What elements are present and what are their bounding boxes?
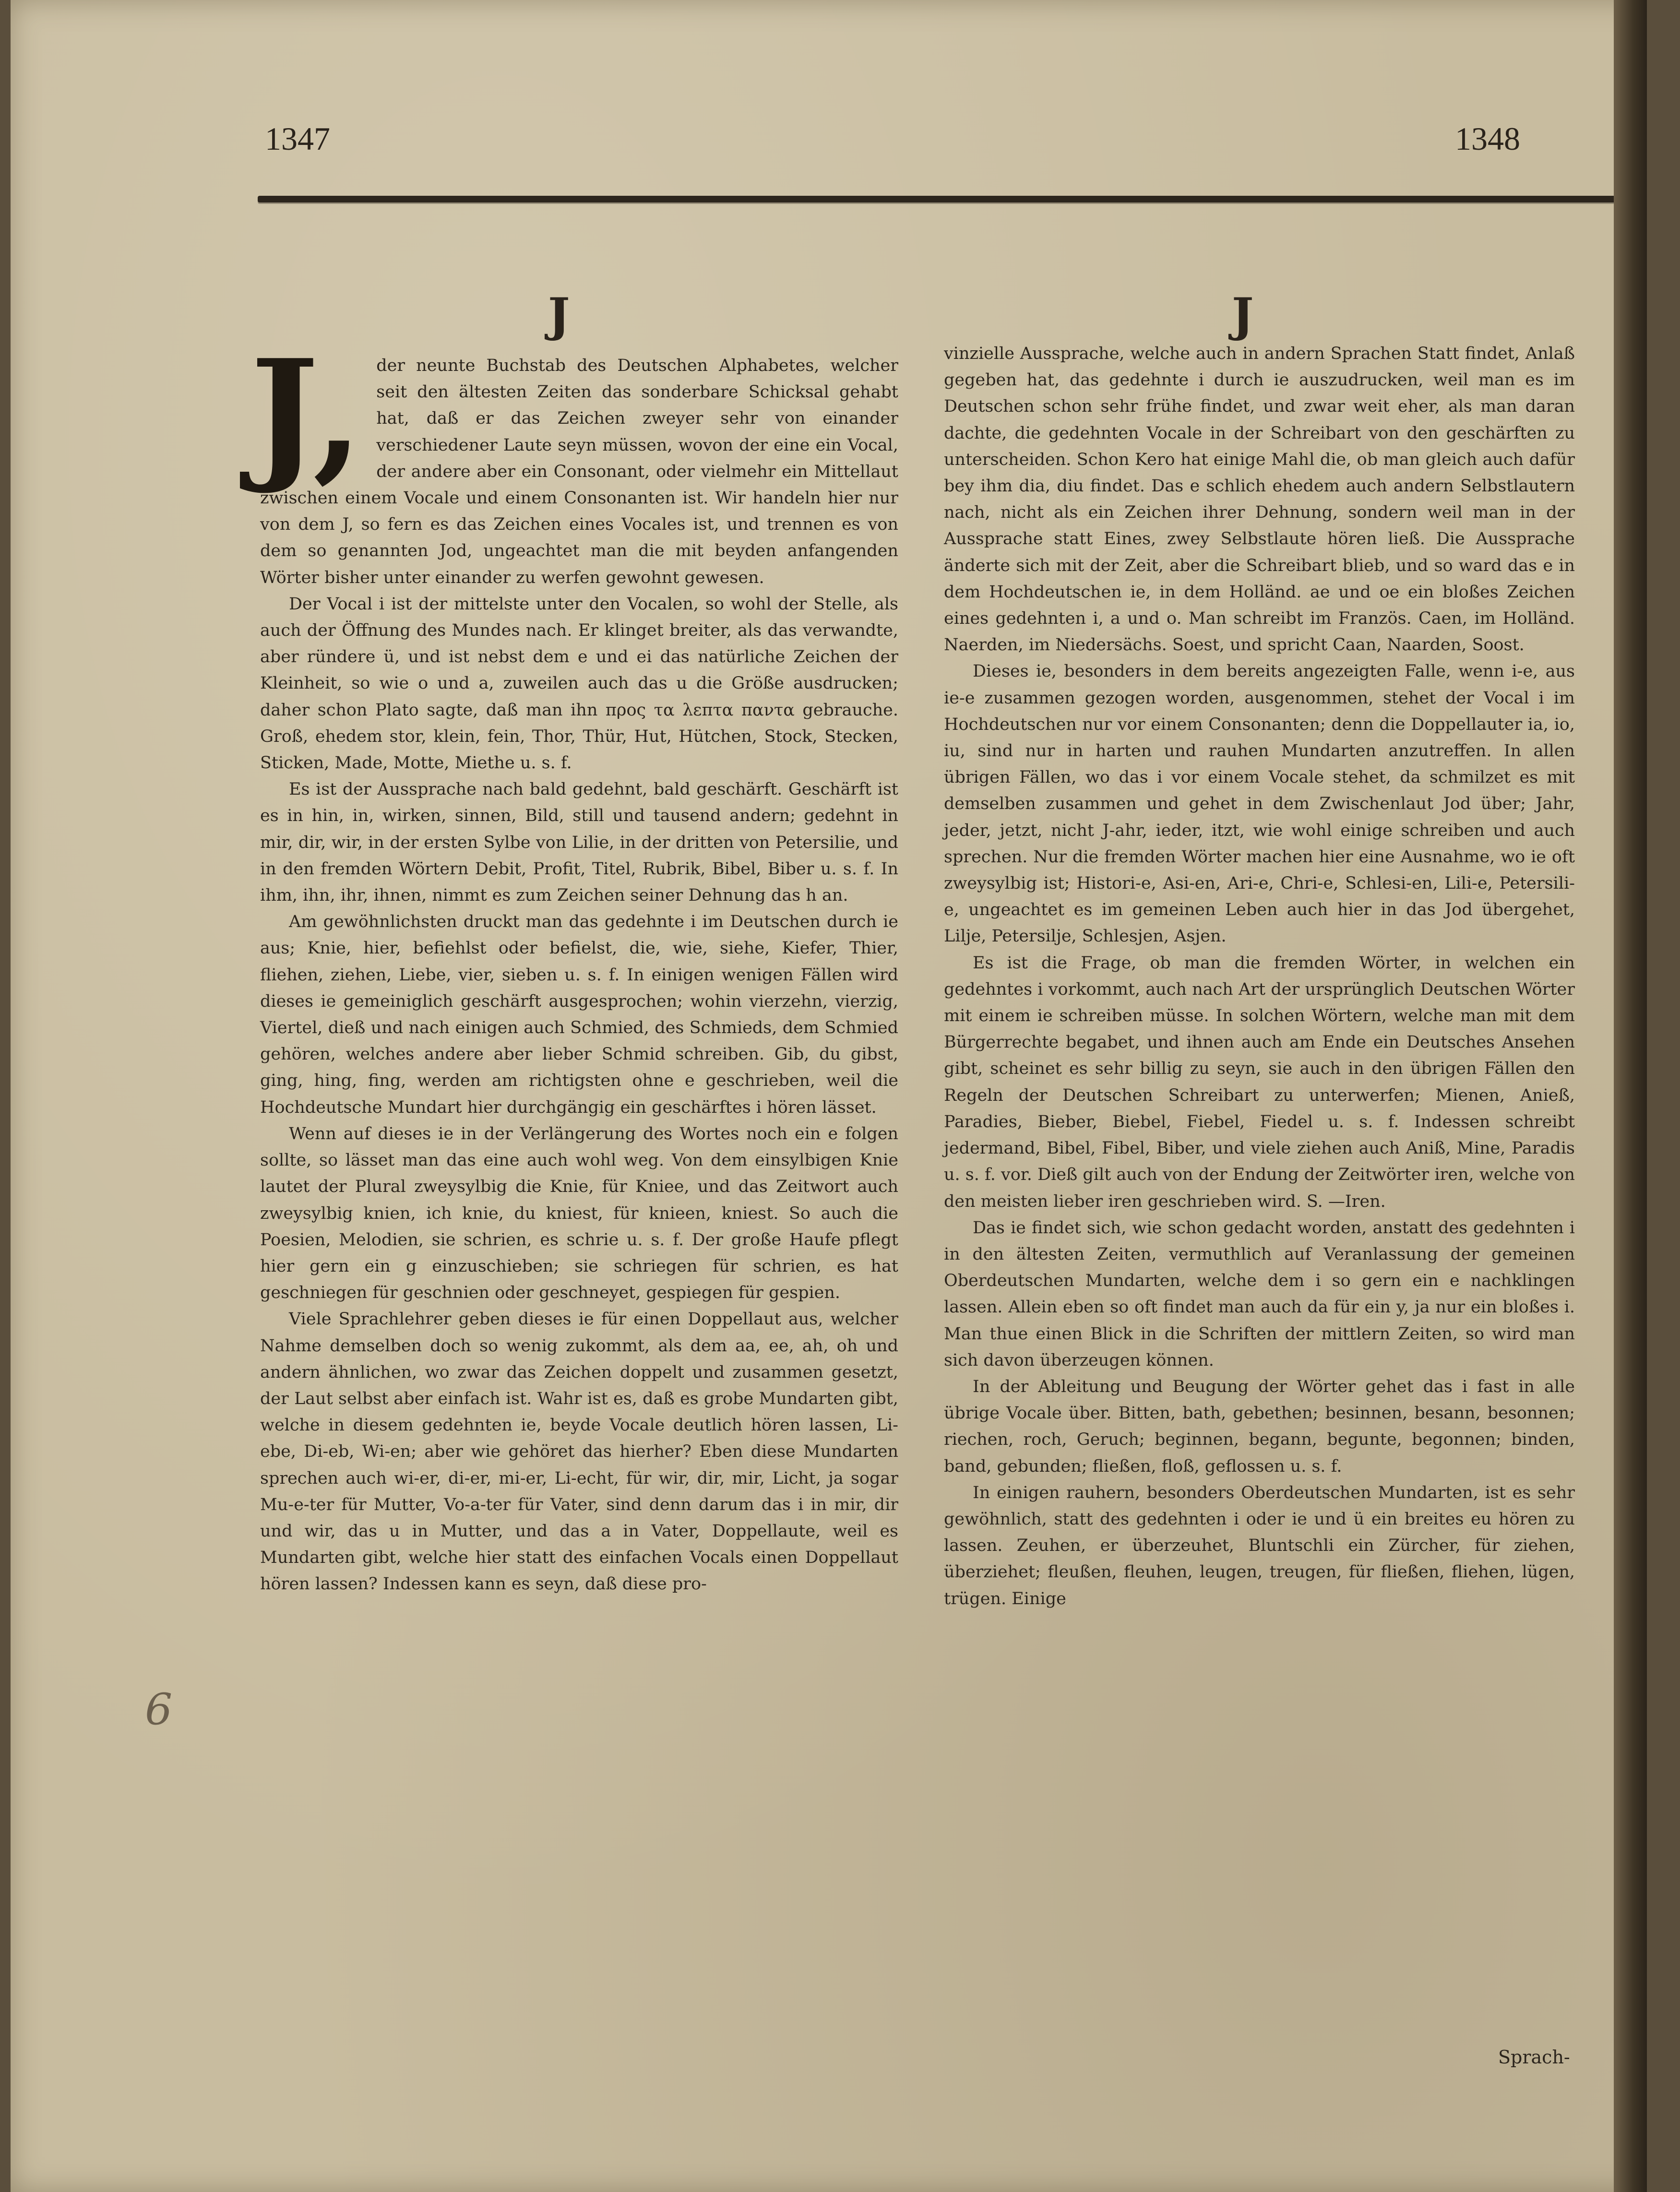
paragraph: Wenn auf dieses ie in der Verlängerung des Wortes noch ein e folgen sollte, so lässet man das eine auch wohl weg. Von dem einsylbigen Knie lautet der Plural zweysylbig die Knie, für Kniee, und das Zeitwort auch zweysylbig knien, ich knie, du kniest, für knieen, kniest. So auch die Poesien, Melodien, sie schrien, es schrie u. s. f. Der große Haufe pflegt hier gern ein g einzuschieben; sie schriegen für schrien, es hat geschniegen für geschnien oder geschneyet, gespiegen für gespien. bbox=[260, 1124, 898, 1303]
right-column bbox=[944, 341, 1575, 1612]
paragraph-1-left bbox=[250, 328, 898, 591]
paragraph: Der Vocal i ist der mittelste unter den Vocalen, so wohl der Stelle, als auch der Öffnung des Mundes nach. Er klinget breiter, als das verwandte, aber ründere ü, und ist nebst dem e und ei das natürliche Zeichen der Kleinheit, so wie o und a, zuweilen auch das u die Größe ausdrucken; daher schon Plato sagte, daß man ihn προς τα λεπτα παντα gebrauche. Groß, ehedem stor, klein, fein, Thor, Thür, Hut, Hütchen, Stock, Stecken, Sticken, Made, Motte, Miethe u. s. f. bbox=[260, 594, 898, 773]
paragraph: Es ist der Aussprache nach bald gedehnt, bald geschärft. Geschärft ist es in hin, in, wirken, sinnen, Bild, still und tausend andern; gedehnt in mir, dir, wir, in der ersten Sylbe von Lilie, in der dritten von Petersilie, und in den fremden Wörtern Debit, Profit, Titel, Rubrik, Bibel, Biber u. s. f. In ihm, ihn, ihr, ihnen, nimmt es zum Zeichen seiner Dehnung das h an. bbox=[260, 780, 898, 905]
header-rule bbox=[258, 196, 1616, 203]
book-page bbox=[11, 0, 1647, 2192]
left-column bbox=[250, 328, 898, 1598]
paragraph: Viele Sprachlehrer geben dieses ie für einen Doppellaut aus, welcher Nahme demselben doch so wenig zukommt, als dem aa, ee, ah, oh und andern ähnlichen, wo zwar das Zeichen doppelt und zusammen gesetzt, der Laut selbst aber einfach ist. Wahr ist es, daß es grobe Mundarten gibt, welche in diesem gedehnten ie, beyde Vocale deutlich hören lassen, Li-ebe, Di-eb, Wi-en; aber wie gehöret das hierher? Eben diese Mundarten sprechen auch wi-er, di-er, mi-er, Li-echt, für wir, dir, mir, Licht, ja sogar Mu-e-ter für Mutter, Vo-a-ter für Vater, sind denn darum das i in mir, dir und wir, das u in Mutter, und das a in Vater, Doppellaute, weil es Mundarten gibt, welche hier statt des einfachen Vocals einen Doppellaut hören lassen? Indessen kann es seyn, daß diese pro- bbox=[260, 1310, 898, 1594]
book-spine bbox=[1614, 0, 1647, 2192]
paragraph: Das ie findet sich, wie schon gedacht worden, anstatt des gedehnten i in den ältesten Zeiten, vermuthlich auf Veranlassung der gemeinen Oberdeutschen Mundarten, welche dem i so gern ein e nachklingen lassen. Allein eben so oft findet man auch da für ein y, ja nur ein bloßes i. Man thue einen Blick in die Schriften der mittlern Zeiten, so wird man sich davon überzeugen können. bbox=[944, 1218, 1575, 1370]
paragraph: Es ist die Frage, ob man die fremden Wörter, in welchen ein gedehntes i vorkommt, auch nach Art der ursprünglich Deutschen Wörter mit einem ie schreiben müsse. In solchen Wörtern, welche man mit dem Bürgerrechte begabet, und ihnen auch am Ende ein Deutsches Ansehen gibt, scheinet es sehr billig zu seyn, sie auch in den übrigen Fällen den Regeln der Deutschen Schreibart zu unterwerfen; Mienen, Anieß, Paradies, Bieber, Biebel, Fiebel, Fiedel u. s. f. Indessen schreibt jedermand, Bibel, Fibel, Biber, und viele ziehen auch Aniß, Mine, Paradis u. s. f. vor. Dieß gilt auch von der Endung der Zeitwörter iren, welche von den meisten lieber iren geschrieben wird. S. —Iren. bbox=[944, 953, 1575, 1211]
page-number-left: 1347 bbox=[265, 120, 330, 157]
drop-initial: J, bbox=[250, 328, 363, 497]
paragraph: Dieses ie, besonders in dem bereits angezeigten Falle, wenn i-e, aus ie-e zusammen gezogen worden, ausgenommen, stehet der Vocal i im Hochdeutschen nur vor einem Consonanten; denn die Doppellauter ia, io, iu, sind nur in harten und rauhen Mundarten anzutreffen. In allen übrigen Fällen, wo das i vor einem Vocale stehet, da schmilzet es mit demselben zusammen und gehet in dem Zwischenlaut Jod über; Jahr, jeder, jetzt, nicht J-ahr, ieder, itzt, wie wohl einige schreiben und auch sprechen. Nur die fremden Wörter machen hier eine Ausnahme, wo ie oft zweysylbig ist; Histori-e, Asi-en, Ari-e, Chri-e, Schlesi-en, Lili-e, Petersili-e, ungeachtet es im gemeinen Leben auch hier in das Jod übergehet, Lilje, Petersilje, Schlesjen, Asjen. bbox=[944, 662, 1575, 946]
column-heading-left: J bbox=[548, 288, 570, 342]
paragraph: In der Ableitung und Beugung der Wörter gehet das i fast in alle übrige Vocale über. Bitten, bath, gebethen; besinnen, besann, besonnen; riechen, roch, Geruch; beginnen, begann, begunte, begonnen; binden, band, gebunden; fließen, floß, geflossen u. s. f. bbox=[944, 1377, 1575, 1476]
page-number-right: 1348 bbox=[1455, 120, 1520, 157]
paragraph: In einigen rauhern, besonders Oberdeutschen Mundarten, ist es sehr gewöhnlich, statt des gedehnten i oder ie und ü ein breites eu hören zu lassen. Zeuhen, er überzeuhet, Bluntschli ein Zürcher, für ziehen, überziehet; fleußen, fleuhen, leugen, treugen, für fließen, fliehen, lügen, trügen. Einige bbox=[944, 1483, 1575, 1608]
paragraph: Am gewöhnlichsten druckt man das gedehnte i im Deutschen durch ie aus; Knie, hier, befiehlst oder befielst, die, wie, siehe, Kiefer, Thier, fliehen, ziehen, Liebe, vier, sieben u. s. f. In einigen wenigen Fällen wird dieses ie gemeiniglich geschärft ausgesprochen; wohin vierzehn, vierzig, Viertel, dieß und nach einigen auch Schmied, des Schmieds, dem Schmied gehören, welches andere aber lieber Schmid schreiben. Gib, du gibst, ging, hing, fing, werden am richtigsten ohne e geschrieben, weil die Hochdeutsche Mundart hier durchgängig ein geschärftes i hören lässet. bbox=[260, 912, 898, 1117]
paragraph: vinzielle Aussprache, welche auch in andern Sprachen Statt findet, Anlaß gegeben hat, das gedehnte i durch ie auszudrucken, weil man es im Deutschen schon sehr frühe findet, und zwar weit eher, als man daran dachte, die gedehnten Vocale in der Schreibart von den geschärften zu unterscheiden. Schon Kero hat einige Mahl die, ob man gleich auch dafür bey ihm dia, diu findet. Das e schlich ehedem auch andern Selbstlautern nach, nicht als ein Zeichen ihrer Dehnung, sondern weil man in der Aussprache statt Eines, zwey Selbstlaute hören ließ. Die Aussprache änderte sich mit der Zeit, aber die Schreibart blieb, und so ward das e in dem Hochdeutschen ie, in dem Holländ. ae und oe ein bloßes Zeichen eines gedehnten i, a und o. Man schreibt im Französ. Caen, im Holländ. Naerden, im Niedersächs. Soest, und spricht Caan, Naarden, Soost. bbox=[944, 344, 1575, 655]
column-heading-right: J bbox=[1232, 288, 1254, 342]
margin-note: 6 bbox=[145, 1684, 173, 1735]
catchword: Sprach- bbox=[1498, 2047, 1570, 2068]
paragraph-text: der neunte Buchstab des Deutschen Alphabetes, welcher seit den ältesten Zeiten das sonderbare Schicksal gehabt hat, daß er das Zeichen zweyer sehr von einander verschiedener Laute seyn müssen, wovon der eine ein Vocal, der andere aber ein Consonant, oder vielmehr ein Mittellaut zwischen einem Vocale und einem Consonanten ist. Wir handeln hier nur von dem J, so fern es das Zeichen eines Vocales ist, und trennen es von dem so genannten Jod, ungeachtet man die mit beyden anfangenden Wörter bisher unter einander zu werfen gewohnt gewesen. bbox=[260, 356, 898, 587]
